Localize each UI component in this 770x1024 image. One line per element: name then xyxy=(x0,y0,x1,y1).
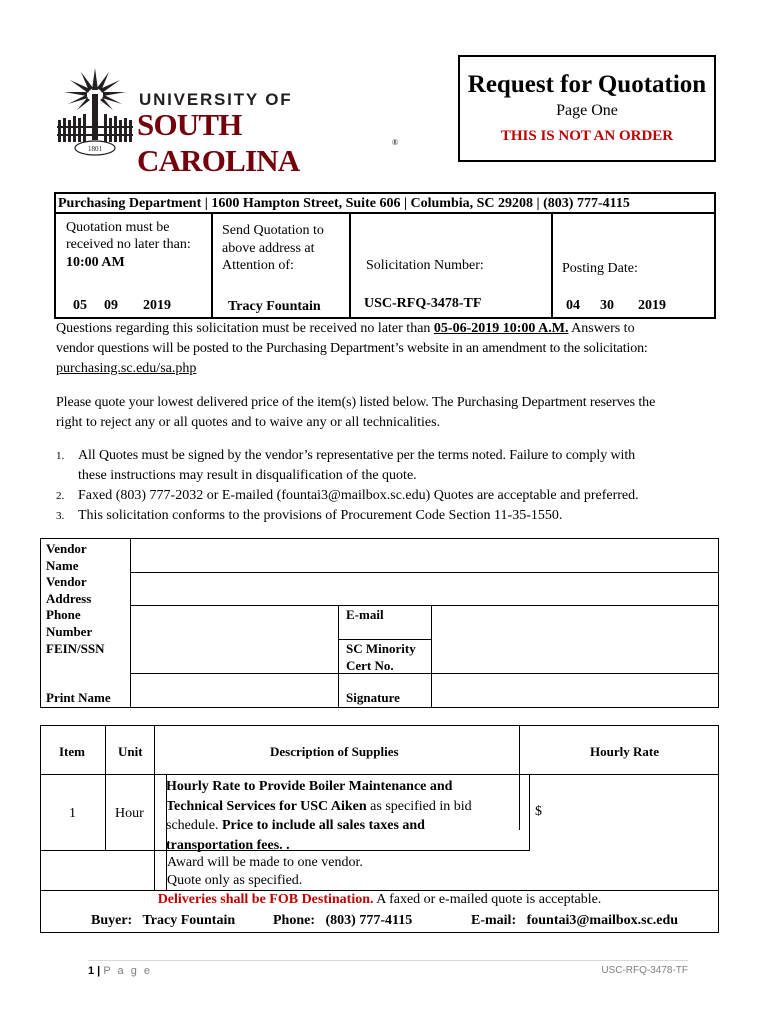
item-description: Hourly Rate to Provide Boiler Maintenance and Technical Services for USC Aiken as specified in bid schedule. Price to include all sales taxes and transportation fees. . xyxy=(166,779,472,853)
print-name-field[interactable] xyxy=(131,674,338,707)
signature-label: Signature xyxy=(346,690,400,705)
registered-mark-icon: ® xyxy=(392,138,399,147)
list-item: 3. This solicitation conforms to the provisions of Procurement Code Section 11-35-1550. xyxy=(56,508,563,523)
hourly-rate-field[interactable]: $ xyxy=(535,804,542,819)
posting-label: Posting Date: xyxy=(562,261,638,276)
list-item: 2. Faxed (803) 777-2032 or E-mailed (fountai3@mailbox.sc.edu) Quotes are acceptable and preferred. xyxy=(56,488,639,503)
minority-cert-field[interactable] xyxy=(432,640,719,673)
send-label-1: Send Quotation to xyxy=(222,223,324,238)
solicitation-label: Solicitation Number: xyxy=(366,258,484,273)
footer-reference: USC-RFQ-3478-TF xyxy=(601,965,688,976)
col-item-header: Item xyxy=(59,744,85,759)
questions-text-3: vendor questions will be posted to the Purchasing Department’s website in an amendment to the solicitation: xyxy=(56,341,648,356)
quote-only-note: Quote only as specified. xyxy=(167,873,303,888)
buyer-phone: Phone: (803) 777-4115 xyxy=(273,913,413,928)
item-number: 1 xyxy=(69,806,76,821)
col-rate-header: Hourly Rate xyxy=(590,744,659,759)
posting-year: 2019 xyxy=(638,298,666,313)
send-label-3: Attention of: xyxy=(222,258,294,273)
list-item: 1. All Quotes must be signed by the vendor’s representative per the terms noted. Failure to comply with these instructions may result in disqualification of the quote. xyxy=(56,448,636,483)
page-number: 1 | P a g e xyxy=(88,965,152,977)
due-year: 2019 xyxy=(143,298,171,313)
page-label: Page One xyxy=(556,102,618,119)
send-label-2: above address at xyxy=(222,241,315,256)
purchasing-website-link[interactable]: purchasing.sc.edu/sa.php xyxy=(56,361,197,376)
usc-logo xyxy=(55,60,400,178)
solicitation-number: USC-RFQ-3478-TF xyxy=(364,296,482,311)
vendor-name-field[interactable] xyxy=(131,539,719,572)
attention-name: Tracy Fountain xyxy=(228,299,321,314)
print-name-label: Print Name xyxy=(46,690,111,705)
not-an-order-notice: THIS IS NOT AN ORDER xyxy=(500,128,674,144)
svg-text:1801: 1801 xyxy=(88,145,102,153)
due-day: 09 xyxy=(104,298,118,313)
questions-paragraph xyxy=(56,319,721,379)
posting-month: 04 xyxy=(566,298,580,313)
vendor-info-form xyxy=(40,538,719,708)
questions-deadline: 05-06-2019 10:00 A.M. xyxy=(433,321,569,336)
item-unit: Hour xyxy=(115,806,144,821)
logo-south-carolina: SOUTH CAROLINA xyxy=(137,107,300,178)
quote-instructions xyxy=(56,393,721,433)
fein-field[interactable] xyxy=(131,640,338,673)
phone-label: Phone Number xyxy=(46,607,93,639)
fein-label: FEIN/SSN xyxy=(46,641,105,656)
buyer-email: E-mail: fountai3@mailbox.sc.edu xyxy=(471,913,679,928)
due-month: 05 xyxy=(73,298,87,313)
vendor-name-label: Vendor Name xyxy=(46,541,87,573)
solicitation-info-table xyxy=(54,214,716,319)
document-title: Request for Quotation xyxy=(467,71,707,98)
vendor-address-field[interactable] xyxy=(131,573,719,605)
palmetto-tree-icon xyxy=(55,60,135,160)
minority-cert-label: SC Minority Cert No. xyxy=(346,641,416,673)
questions-text-2: Answers to xyxy=(568,321,635,336)
page-footer xyxy=(88,960,688,981)
col-unit-header: Unit xyxy=(118,744,143,759)
signature-field[interactable] xyxy=(432,674,719,707)
due-time: 10:00 AM xyxy=(66,255,125,270)
quote-instructions-line-2: right to reject any or all quotes and to waive any or all technicalities. xyxy=(56,415,441,430)
col-description-header: Description of Supplies xyxy=(270,744,399,759)
email-field[interactable] xyxy=(432,606,719,639)
email-label: E-mail xyxy=(346,607,384,622)
questions-text-1: Questions regarding this solicitation must be received no later than xyxy=(56,321,434,336)
due-label-1: Quotation must be xyxy=(66,220,170,235)
items-table xyxy=(40,725,719,933)
due-label-2: received no later than: xyxy=(66,237,191,252)
delivery-note: Deliveries shall be FOB Destination. A faxed or e-mailed quote is acceptable. xyxy=(157,892,602,907)
posting-day: 30 xyxy=(600,298,614,313)
logo-university-of: UNIVERSITY OF xyxy=(139,90,293,109)
terms-list xyxy=(56,446,716,526)
award-note: Award will be made to one vendor. xyxy=(167,855,363,870)
quotation-title-box xyxy=(458,55,716,162)
vendor-address-label: Vendor Address xyxy=(46,574,92,606)
quote-instructions-line-1: Please quote your lowest delivered price of the item(s) listed below. The Purchasing Department reserves the xyxy=(56,395,656,410)
buyer-name: Buyer: Tracy Fountain xyxy=(91,913,236,928)
phone-field[interactable] xyxy=(131,606,338,639)
purchasing-dept-header: Purchasing Department | 1600 Hampton Street, Suite 606 | Columbia, SC 29208 | (803) 777-4115 xyxy=(54,192,716,214)
